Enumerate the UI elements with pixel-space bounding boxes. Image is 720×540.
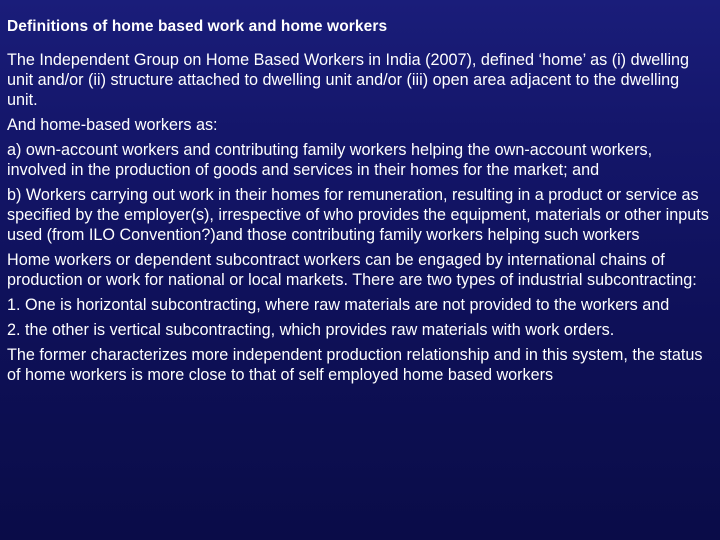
slide-title: Definitions of home based work and home workers xyxy=(7,18,388,35)
paragraph-subcontract-workers: Home workers or dependent subcontract workers can be engaged by international chains of production or work for national or local markets. There are two types of industrial subcontracting: xyxy=(7,250,697,289)
paragraph-vertical-subcontracting: 2. the other is vertical subcontracting, which provides raw materials with work orders. xyxy=(7,320,615,339)
paragraph-horizontal-subcontracting: 1. One is horizontal subcontracting, where raw materials are not provided to the workers and xyxy=(7,295,670,314)
paragraph-definition-a: a) own-account workers and contributing family workers helping the own-account workers, involved in the production of goods and services in their homes for the market; and xyxy=(7,140,653,179)
paragraph-home-based-workers-intro: And home-based workers as: xyxy=(7,115,218,134)
paragraph-home-definition: The Independent Group on Home Based Workers in India (2007), defined ‘home’ as (i) dwelling unit and/or (ii) structure attached to dwelling unit and/or (iii) open area adjacent to the dwelling unit. xyxy=(7,50,690,109)
paragraph-definition-b: b) Workers carrying out work in their homes for remuneration, resulting in a product or service as specified by the employer(s), irrespective of who provides the equipment, materials or other inputs used (from ILO Convention?)and those contributing family workers helping such workers xyxy=(7,185,709,244)
paragraph-former-characterizes: The former characterizes more independent production relationship and in this system, the status of home workers is more close to that of self employed home based workers xyxy=(7,345,703,384)
